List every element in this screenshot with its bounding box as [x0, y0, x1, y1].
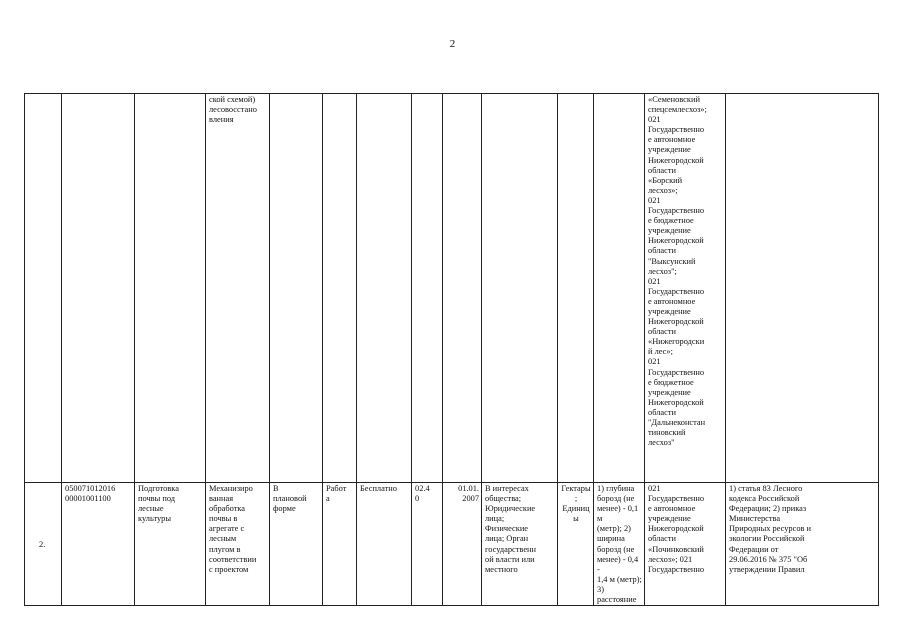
registry-code: 050071012016 00001001100	[65, 484, 116, 504]
content-cont-text: ской схемой) лесовосстано вления	[209, 95, 257, 125]
table-row	[25, 483, 879, 606]
cell-units-empty	[558, 94, 594, 483]
cell-consumers-empty	[482, 94, 558, 483]
quality-indicators: 1) глубина борозд (не менее) - 0,1 м (метр); 2) ширина борозд (не менее) - 0,4 - 1,4 м (метр); 3) расстояние	[597, 484, 642, 605]
start-date: 01.01. 2007	[458, 484, 479, 504]
cell-name-empty	[135, 94, 206, 483]
cell-legal-empty	[726, 94, 879, 483]
cell-type	[323, 483, 357, 606]
cell-type-empty	[323, 94, 357, 483]
cell-date-empty	[443, 94, 482, 483]
cell-institutions-cont	[645, 94, 726, 483]
cell-form-empty	[270, 94, 323, 483]
cell-institutions	[645, 483, 726, 606]
work-type: Работ а	[326, 484, 347, 504]
row-number: 2.	[39, 539, 46, 549]
cell-registry-code	[62, 483, 135, 606]
cell-work-content	[206, 483, 270, 606]
okved-code: 02.4 0	[415, 484, 430, 504]
cell-num-empty	[25, 94, 62, 483]
cell-legal-basis	[726, 483, 879, 606]
cell-row-number	[25, 483, 62, 606]
cell-okved-empty	[412, 94, 443, 483]
cell-consumers	[482, 483, 558, 606]
institutions-cont-text: «Семеновский спецсемлесхоз»; 021 Государственно е автономное учреждение Нижегородской области «Борский лесхоз»; 021 Государственно е бюджетное учреждение Нижегородской области "Выксунский лесхоз"; 021 Государственно е автономное учреждение Нижегородской области «Нижегородски й лес»; 021 Государственно е бюджетное учреждение Нижегородской области "Дальнеконстан тиновский лесхоз"	[648, 95, 707, 448]
cell-paid	[357, 483, 412, 606]
consumers: В интересах общества; Юридические лица; Физические лица; Орган государственн ой власти или местного	[485, 484, 537, 574]
cell-content-cont	[206, 94, 270, 483]
units: Гектары ; Единиц ы	[561, 484, 591, 524]
cell-okved	[412, 483, 443, 606]
cell-form	[270, 483, 323, 606]
work-content: Механизиро ванная обработка почвы в агрегате с лесным плугом в соответствии с проектом	[209, 484, 257, 574]
cell-code-empty	[62, 94, 135, 483]
cell-paid-empty	[357, 94, 412, 483]
registry-table	[24, 93, 879, 606]
table-row	[25, 94, 879, 483]
cell-date	[443, 483, 482, 606]
legal-basis: 1) статья 83 Лесного кодекса Российской Федерации; 2) приказ Министерства Природных ресурсов и экологии Российской Федерации от 29.06.2016 № 375 "Об утверждении Правил	[729, 484, 812, 574]
work-form: В плановой форме	[273, 484, 307, 514]
cell-indicators-empty	[594, 94, 645, 483]
work-name: Подготовка почвы под лесные культуры	[138, 484, 179, 524]
institutions: 021 Государственно е автономное учреждение Нижегородской области «Починковский лесхоз»; 021 Государственно	[648, 484, 705, 574]
cell-indicators	[594, 483, 645, 606]
cell-units	[558, 483, 594, 606]
cell-work-name	[135, 483, 206, 606]
paid-status: Бесплатно	[360, 484, 397, 493]
page-number: 2	[449, 38, 456, 50]
